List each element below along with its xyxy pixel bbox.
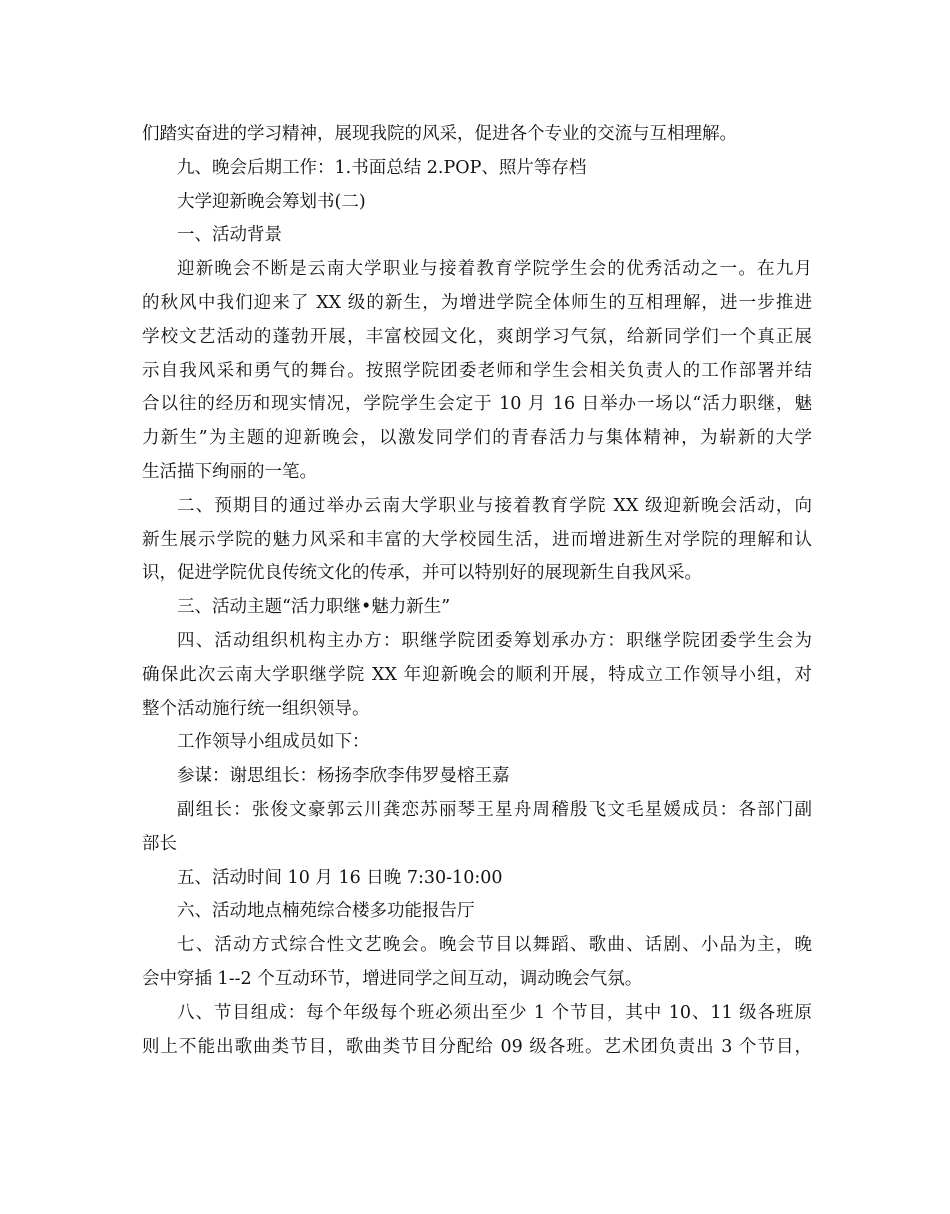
text-line: 学校文艺活动的蓬勃开展，丰富校园文化，爽朗学习气氛，给新同学们一个真正展 — [142, 326, 812, 347]
text-line: 迎新晚会不断是云南大学职业与接着教育学院学生会的优秀活动之一。在九月 — [177, 259, 812, 280]
text-line: 八、节目组成：每个年级每个班必须出至少 1 个节目，其中 10、11 级各班原 — [177, 1002, 812, 1023]
text-line: 的秋风中我们迎来了 XX 级的新生，为增进学院全体师生的互相理解，进一步推进 — [142, 292, 812, 313]
text-line: 大学迎新晚会筹划书(二) — [177, 191, 366, 212]
text-line: 力新生”为主题的迎新晚会，以激发同学们的青春活力与集体精神，为崭新的大学 — [142, 428, 812, 449]
text-line: 副组长：张俊文豪郭云川龚恋苏丽琴王星舟周稽殷飞文毛星媛成员：各部门副 — [177, 799, 812, 820]
text-line: 五、活动时间 10 月 16 日晚 7:30-10:00 — [177, 867, 503, 888]
text-line: 合以往的经历和现实情况，学院学生会定于 10 月 16 日举办一场以“活力职继，魅 — [142, 394, 812, 415]
text-line: 们踏实奋进的学习精神，展现我院的风采，促进各个专业的交流与互相理解。 — [142, 124, 737, 144]
text-line: 参谋：谢思组长：杨扬李欣李伟罗曼榕王嘉 — [177, 766, 510, 787]
text-line: 四、活动组织机构主办方：职继学院团委筹划承办方：职继学院团委学生会为 — [177, 630, 812, 651]
text-line: 二、预期目的通过举办云南大学职业与接着教育学院 XX 级迎新晚会活动，向 — [177, 495, 812, 516]
text-line: 新生展示学院的魅力风采和丰富的大学校园生活，进而增进新生对学院的理解和认 — [142, 529, 812, 550]
text-line: 生活描下绚丽的一笔。 — [142, 461, 317, 482]
text-line: 工作领导小组成员如下： — [177, 732, 370, 753]
text-line: 一、活动背景 — [177, 225, 282, 246]
text-line: 整个活动施行统一组织领导。 — [142, 698, 370, 719]
text-line: 七、活动方式综合性文艺晚会。晚会节目以舞蹈、歌曲、话剧、小品为主，晚 — [177, 935, 812, 956]
text-line: 三、活动主题“活力职继•魅力新生” — [177, 597, 451, 618]
text-line: 部长 — [142, 833, 177, 854]
document-page — [142, 118, 812, 1064]
text-line: 确保此次云南大学职继学院 XX 年迎新晚会的顺利开展，特成立工作领导小组，对 — [142, 664, 812, 685]
text-line: 则上不能出歌曲类节目，歌曲类节目分配给 09 级各班。艺术团负责出 3 个节目， — [142, 1036, 812, 1057]
text-line: 六、活动地点楠苑综合楼多功能报告厅 — [177, 901, 475, 922]
text-line: 九、晚会后期工作：1.书面总结 2.POP、照片等存档 — [177, 157, 587, 178]
text-line: 示自我风采和勇气的舞台。按照学院团委老师和学生会相关负责人的工作部署并结 — [142, 360, 812, 381]
text-line: 会中穿插 1--2 个互动环节，增进同学之间互动，调动晚会气氛。 — [142, 968, 643, 989]
text-line: 识，促进学院优良传统文化的传承，并可以特别好的展现新生自我风采。 — [142, 563, 702, 584]
